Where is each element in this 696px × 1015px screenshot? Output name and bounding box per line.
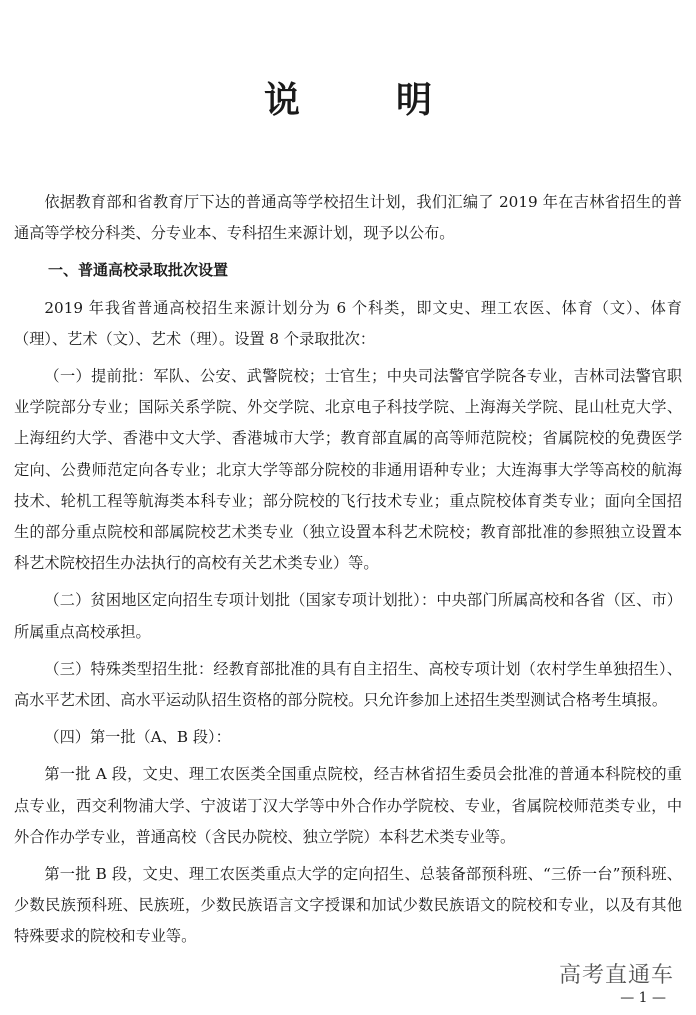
- page-number: — 1 —: [620, 990, 666, 1006]
- paragraph-first-b: 第一批 B 段，文史、理工农医类重点大学的定向招生、总装备部预科班、“三侨一台”预科班、少数民族预科班、民族班，少数民族语言文字授课和加试少数民族语文的院校和专业，以及有其他特殊要求的院校和专业等。: [14, 865, 682, 946]
- paragraph-batch-special: （三）特殊类型招生批：经教育部批准的具有自主招生、高校专项计划（农村学生单独招生）、高水平艺术团、高水平运动队招生资格的部分院校。只允许参加上述招生类型测试合格考生填报。: [14, 659, 682, 710]
- paragraph-first-a: 第一批 A 段，文史、理工农医类全国重点院校，经吉林省招生委员会批准的普通本科院校的重点专业，西交利物浦大学、宁波诺丁汉大学等中外合作办学院校、专业，省属院校师范类专业，中外合作办学专业，普通高校（含民办院校、独立学院）本科艺术类专业等。: [14, 765, 682, 846]
- document-body: [14, 187, 682, 953]
- paragraph-batch-poverty: （二）贫困地区定向招生专项计划批（国家专项计划批）：中央部门所属高校和各省（区、市）所属重点高校承担。: [14, 591, 682, 641]
- paragraph-batch-first: （四）第一批（A、B 段）：: [44, 728, 231, 747]
- watermark: 高考直通车: [558, 963, 674, 988]
- section-heading: 一、普通高校录取批次设置: [48, 261, 229, 280]
- intro-paragraph: 依据教育部和省教育厅下达的普通高等学校招生计划，我们汇编了 2019 年在吉林省招生的普通高等学校分科类、分专业本、专科招生来源计划，现予以公布。: [14, 193, 682, 243]
- page-title: 说 明: [263, 80, 462, 121]
- paragraph-categories: 2019 年我省普通高校招生来源计划分为 6 个科类，即文史、理工农医、体育（文）、体育（理）、艺术（文）、艺术（理）。设置 8 个录取批次：: [14, 298, 682, 348]
- paragraph-batch-early: （一）提前批：军队、公安、武警院校；士官生；中央司法警官学院各专业，吉林司法警官职业学院部分专业；国际关系学院、外交学院、北京电子科技学院、上海海关学院、昆山杜克大学、上海纽约大学、香港中文大学、香港城市大学；教育部直属的高等师范院校；省属院校的免费医学定向、公费师范定向各专业；北京大学等部分院校的非通用语种专业；大连海事大学等高校的航海技术、轮机工程等航海类本科专业；部分院校的飞行技术专业；重点院校体育类专业；面向全国招生的部分重点院校和部属院校艺术类专业（独立设置本科艺术院校；教育部批准的参照独立设置本科艺术院校招生办法执行的高校有关艺术类专业）等。: [14, 367, 682, 573]
